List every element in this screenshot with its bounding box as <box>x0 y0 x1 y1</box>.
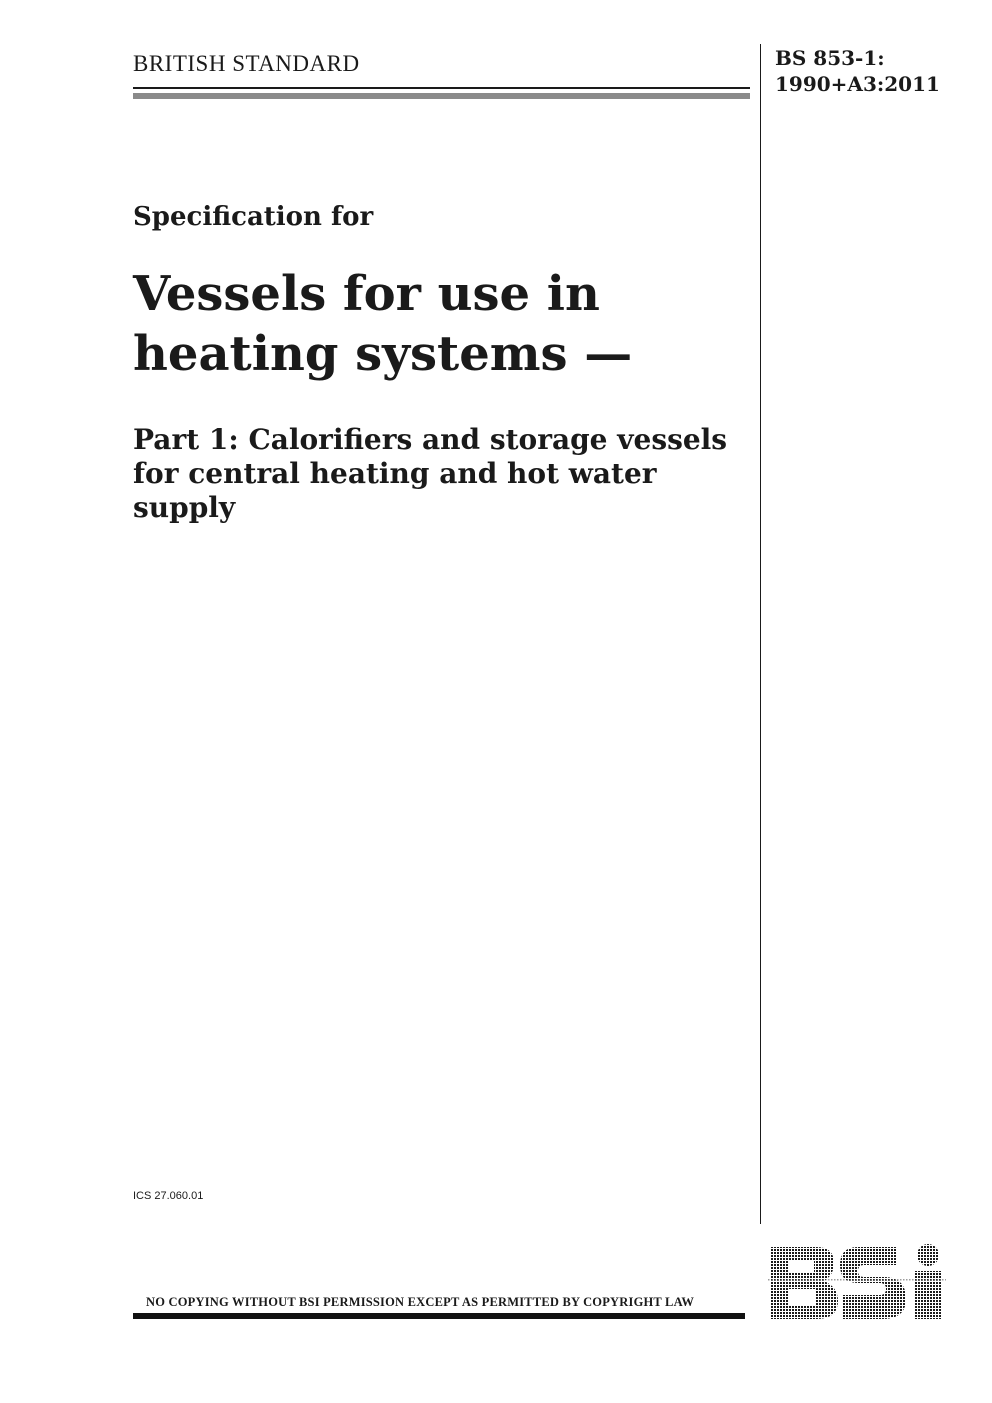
header-rule-thick <box>133 93 750 99</box>
footer-rule <box>133 1313 745 1319</box>
document-subtitle <box>133 423 743 525</box>
header-rule-thin <box>133 87 750 89</box>
spec-for-heading: Specification for <box>133 202 374 232</box>
standard-number <box>775 45 940 97</box>
subtitle-line3: supply <box>133 491 236 524</box>
header-label: BRITISH STANDARD <box>133 51 360 76</box>
bsi-logo <box>768 1243 946 1321</box>
standard-number-line1: BS 853-1: <box>775 46 885 70</box>
copyright-notice: NO COPYING WITHOUT BSI PERMISSION EXCEPT AS PERMITTED BY COPYRIGHT LAW <box>146 1295 695 1309</box>
title-line2: heating systems — <box>133 326 633 382</box>
subtitle-line1: Part 1: Calorifiers and storage vessels <box>133 423 728 456</box>
subtitle-line2: for central heating and hot water <box>133 457 657 490</box>
standard-number-line2: 1990+A3:2011 <box>775 72 940 96</box>
bsi-logo-icon <box>768 1243 946 1321</box>
document-title <box>133 264 743 384</box>
ics-code: ICS 27.060.01 <box>133 1190 204 1202</box>
vertical-divider <box>760 44 761 1224</box>
title-line1: Vessels for use in <box>133 266 600 322</box>
